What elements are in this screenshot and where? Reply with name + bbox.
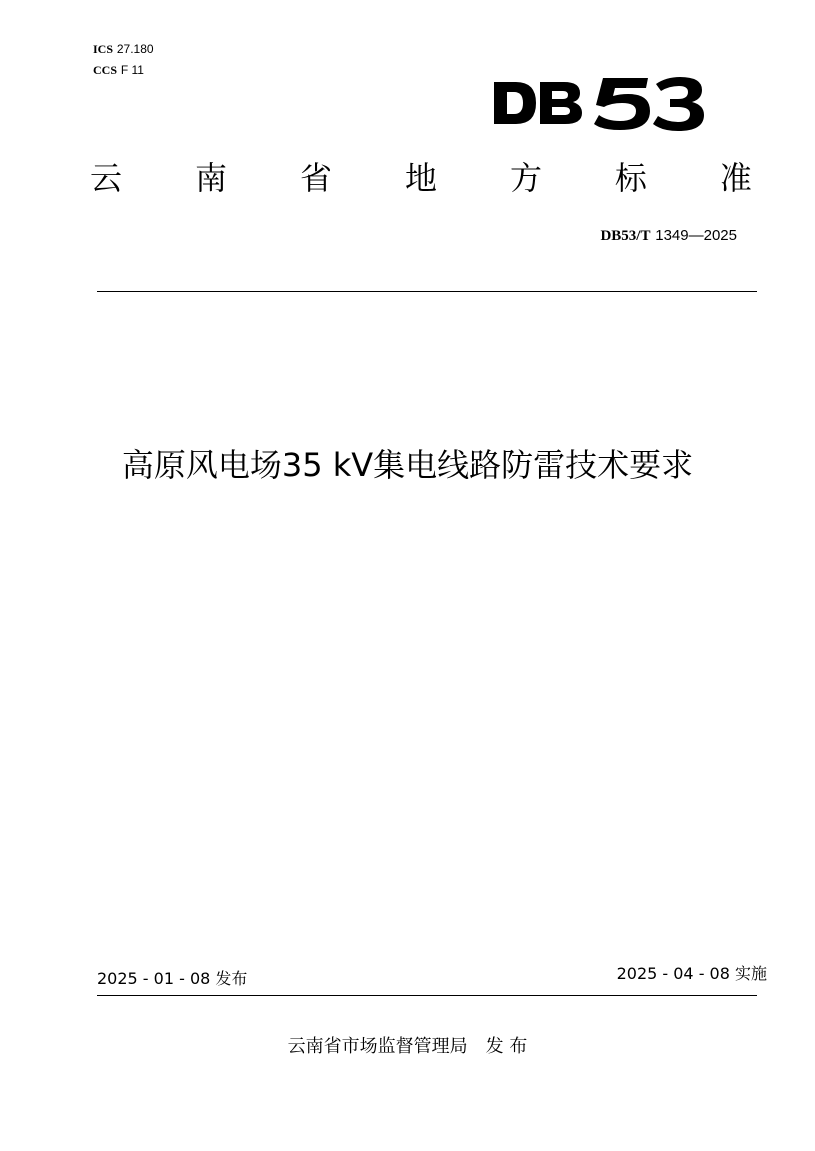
standard-type-char: 南 xyxy=(194,159,227,197)
standard-type-char: 省 xyxy=(299,159,332,197)
db-53-logo xyxy=(490,72,705,136)
ics-label: ICS xyxy=(93,42,114,56)
standard-type-char: 云 xyxy=(90,159,123,197)
standard-type-char: 方 xyxy=(509,159,542,197)
release-date: 2025 - 01 - 08 发布 xyxy=(97,969,248,988)
standard-number-value: 1349—2025 xyxy=(655,227,737,244)
standard-type-char: 准 xyxy=(719,159,752,197)
standard-type-heading xyxy=(90,158,752,198)
ics-value: 27.180 xyxy=(116,42,154,56)
standard-number xyxy=(600,226,737,245)
publisher: 云南省市场监督管理局 发 布 xyxy=(287,1036,528,1057)
standard-type-char: 地 xyxy=(404,159,437,197)
document-title: 高原风电场35 kV集电线路防雷技术要求 xyxy=(121,446,694,484)
footer-divider xyxy=(97,995,757,996)
implementation-date: 2025 - 04 - 08 实施 xyxy=(616,964,767,983)
header-divider xyxy=(97,291,757,292)
standard-number-prefix: DB53/T xyxy=(600,228,651,244)
ccs-value: F 11 xyxy=(120,63,144,77)
ccs-code xyxy=(93,63,144,77)
ics-code xyxy=(93,42,154,56)
ccs-label: CCS xyxy=(93,63,118,77)
standard-type-char: 标 xyxy=(614,159,647,197)
